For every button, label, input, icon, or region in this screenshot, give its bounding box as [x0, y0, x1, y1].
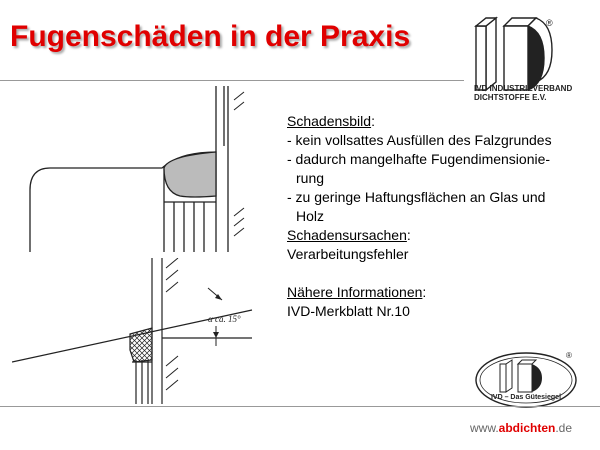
- heading-schadensbild: Schadensbild:: [287, 113, 375, 129]
- seal-registered-mark: ®: [566, 351, 572, 360]
- logo-text: [474, 84, 572, 102]
- hatch-line: [234, 218, 244, 226]
- heading-info: Nähere Informationen:: [287, 284, 427, 300]
- footer-url[interactable]: www.abdichten.de: [470, 421, 573, 435]
- hatch-line: [234, 102, 244, 110]
- hatch-line: [166, 258, 178, 268]
- hatch-line: [166, 282, 178, 292]
- diagram-bottom: [12, 258, 272, 404]
- cause-text: Verarbeitungsfehler: [287, 246, 409, 262]
- bullet-item: - dadurch mangelhafte Fugendimensionie-: [287, 151, 551, 167]
- slide-title: Fugenschäden in der Praxis: [10, 20, 411, 53]
- hatch-line: [166, 380, 178, 390]
- hatch-line: [166, 356, 178, 366]
- hatch-line: [234, 228, 244, 236]
- top-divider: [0, 80, 464, 81]
- angle-label: α ca. 15°: [208, 314, 241, 324]
- hatch-line: [234, 208, 244, 216]
- logo-line-1: IVD INDUSTRIEVERBAND: [474, 84, 573, 93]
- info-text: IVD-Merkblatt Nr.10: [287, 303, 410, 319]
- bullet-item: - kein vollsattes Ausfüllen des Falzgrundes: [287, 132, 552, 148]
- heading-schadensursachen: Schadensursachen:: [287, 227, 411, 243]
- bullet-continuation: Holz: [296, 208, 325, 224]
- hatch-line: [234, 92, 244, 100]
- bottom-divider: [0, 406, 600, 407]
- sealant-crosshatch: [130, 328, 152, 362]
- arrow-head-icon: [213, 332, 219, 338]
- hatch-line: [166, 270, 178, 280]
- seal-label: IVD – Das Gütesiegel: [490, 394, 562, 401]
- logo-line-2: DICHTSTOFFE E.V.: [474, 93, 547, 102]
- bullet-item: - zu geringe Haftungsflächen an Glas und: [287, 189, 546, 205]
- content-text: [287, 112, 587, 321]
- bullet-continuation: rung: [296, 170, 325, 186]
- sealant-bead: [164, 152, 216, 197]
- hatch-line: [166, 368, 178, 378]
- logo-registered-mark: ®: [546, 18, 553, 28]
- diagram-top: [12, 86, 252, 252]
